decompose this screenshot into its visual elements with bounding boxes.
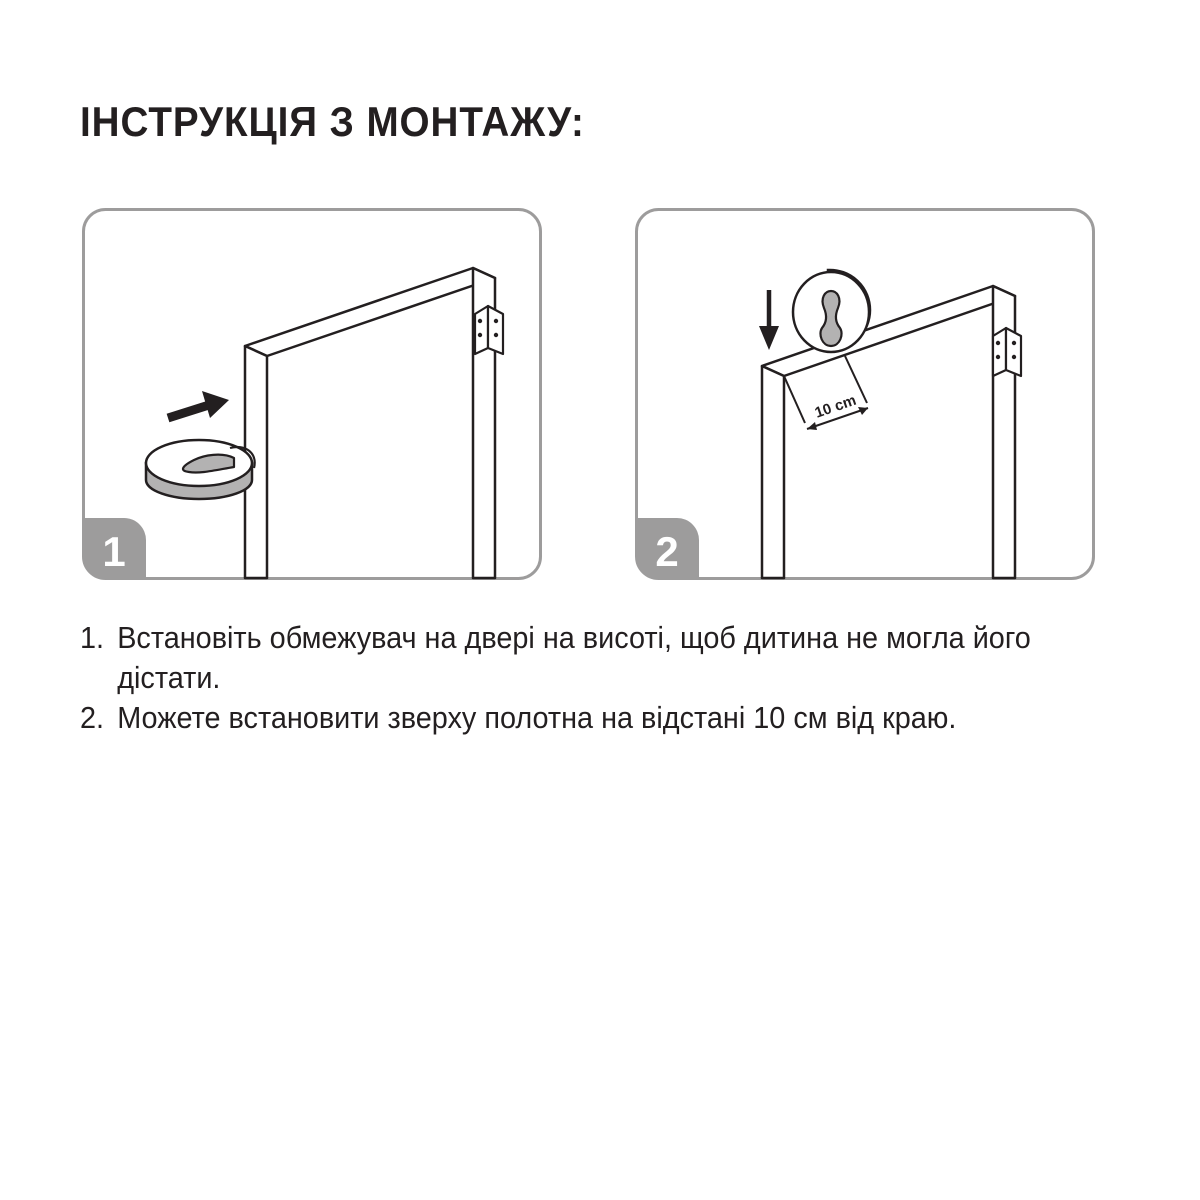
step-1-text: Встановіть обмежувач на двері на висоті, щоб дитина не могла його дістати. (117, 620, 1031, 695)
instruction-step-1 (80, 618, 1066, 698)
door-hinge-icon (993, 328, 1021, 376)
instruction-panel-2 (635, 208, 1095, 580)
step-number: 2 (655, 528, 679, 575)
panel-1-illustration (82, 208, 542, 580)
instruction-panel-1 (82, 208, 542, 580)
page-title: ІНСТРУКЦІЯ З МОНТАЖУ: (80, 98, 585, 145)
step-2-number: 2. (80, 700, 105, 735)
instruction-step-2 (80, 698, 1066, 738)
door-hinge-icon (475, 306, 503, 354)
distance-label: 10 cm (812, 391, 859, 422)
step-2-text: Можете встановити зверху полотна на відстані 10 см від краю. (117, 700, 957, 735)
step-number-badge (83, 518, 146, 579)
step-number-badge (636, 518, 699, 579)
step-number: 1 (102, 528, 126, 575)
panel-frame (637, 210, 1094, 579)
door-stopper-icon (146, 440, 255, 499)
instruction-steps (80, 618, 1066, 738)
panel-2-illustration (635, 208, 1095, 580)
door-stopper-icon (793, 270, 870, 352)
step-1-number: 1. (80, 620, 105, 655)
